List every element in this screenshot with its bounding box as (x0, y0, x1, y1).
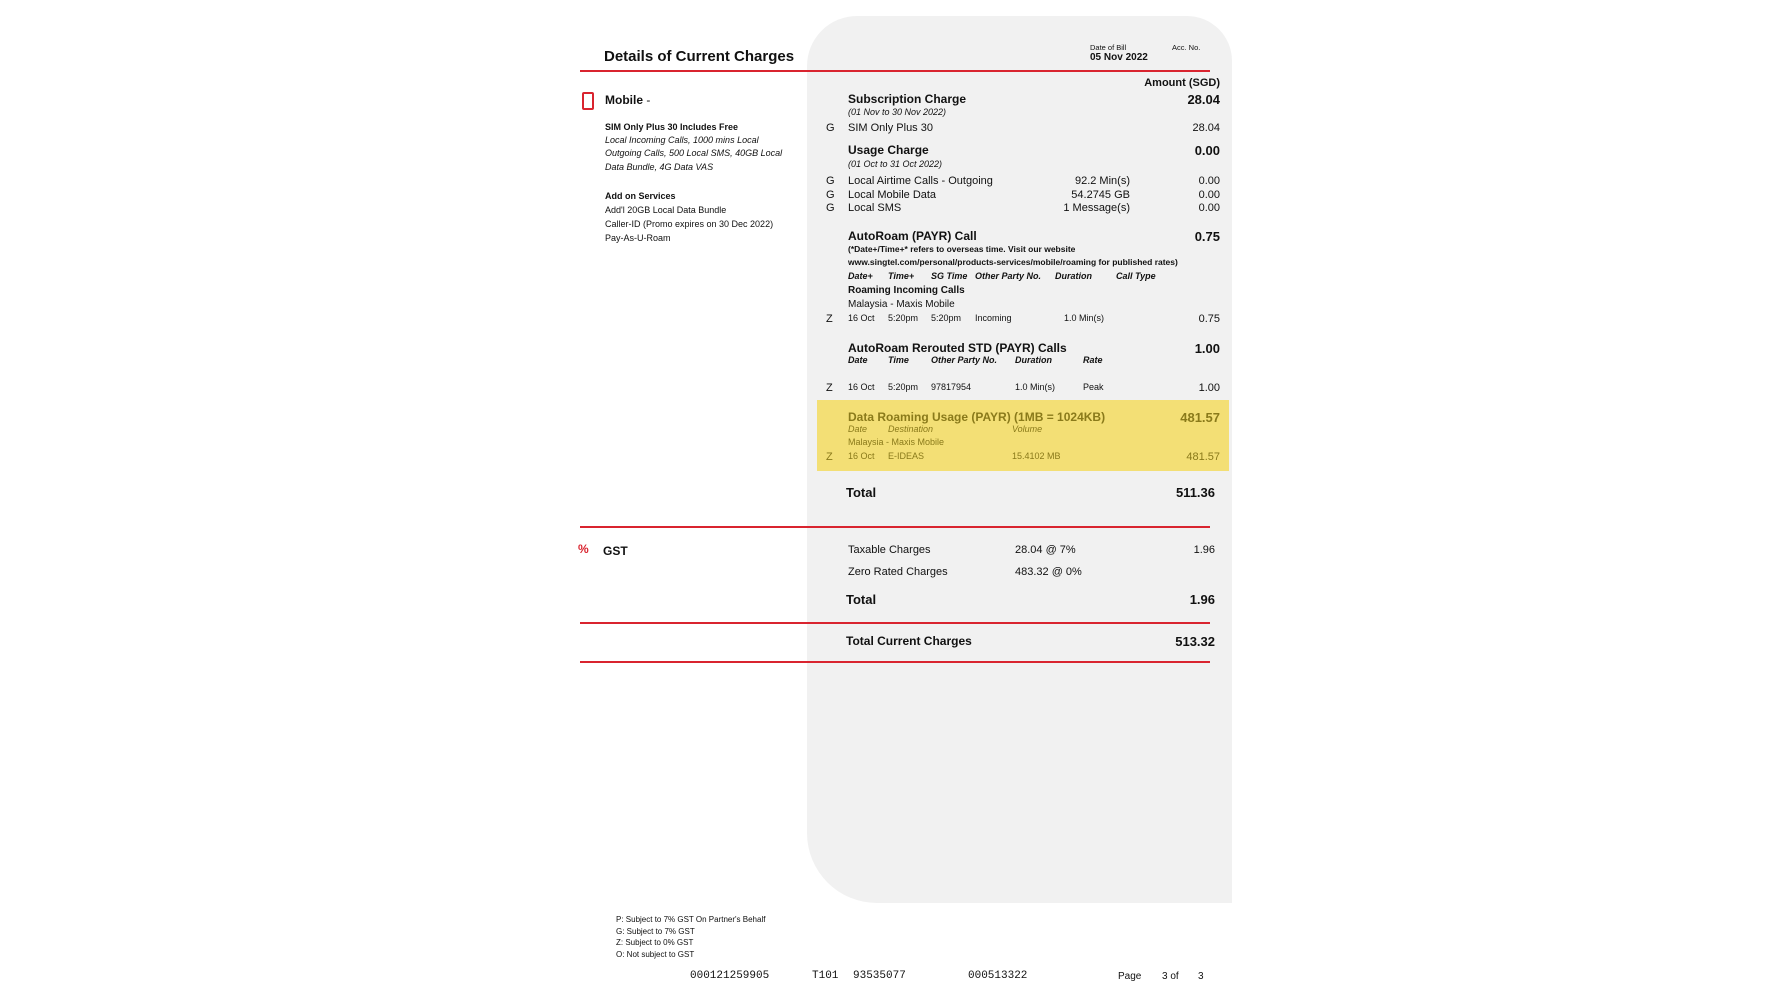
usage-period: (01 Oct to 31 Oct 2022) (848, 159, 943, 169)
subscription-amount: 28.04 (1187, 92, 1220, 107)
col-header: Volume (1012, 424, 1043, 434)
autoroam-call-amount: 0.75 (1194, 229, 1220, 244)
data-date: 16 Oct (848, 451, 875, 461)
std-date: 16 Oct (848, 382, 875, 392)
date-label: Date of Bill (1090, 43, 1127, 52)
usage-row-amount: 0.00 (1198, 202, 1220, 214)
col-header: Other Party No. (931, 355, 998, 365)
legend-item: P: Subject to 7% GST On Partner's Behalf (616, 915, 766, 924)
gst-code: Z (826, 451, 833, 463)
mobile-total-label: Total (846, 485, 877, 500)
gst-code: Z (826, 313, 833, 325)
roaming-network: Malaysia - Maxis Mobile (848, 299, 955, 310)
addon-1: Add'l 20GB Local Data Bundle (605, 205, 727, 215)
col-header: Date (848, 424, 868, 434)
usage-amount: 0.00 (1194, 143, 1220, 158)
roaming-note-2: www.singtel.com/personal/products-services/mobile/roaming for published rates) (848, 257, 1178, 267)
col-header: Rate (1083, 355, 1103, 365)
call-amount: 0.75 (1198, 313, 1220, 325)
data-destination: E-IDEAS (888, 451, 925, 461)
std-rate: Peak (1083, 382, 1104, 392)
std-amount: 1.00 (1198, 382, 1220, 394)
std-time: 5:20pm (888, 382, 919, 392)
col-header: SG Time (931, 271, 968, 281)
usage-row-label: Local Mobile Data (848, 189, 937, 201)
divider (580, 622, 1210, 624)
data-roaming-network: Malaysia - Maxis Mobile (848, 437, 945, 447)
gst-row-label: Zero Rated Charges (848, 566, 948, 578)
plan-desc-3: Data Bundle, 4G Data VAS (605, 162, 714, 172)
data-roaming-amount: 481.57 (1180, 410, 1220, 425)
divider (580, 526, 1210, 528)
col-header: Destination (888, 424, 934, 434)
footer-code: 93535077 (853, 970, 906, 982)
call-sg-time: 5:20pm (931, 313, 962, 323)
page-total: 3 (1198, 971, 1204, 982)
call-time: 5:20pm (888, 313, 919, 323)
gst-code: G (826, 202, 835, 214)
gst-section-label: GST (603, 544, 628, 558)
subscription-line-label: SIM Only Plus 30 (848, 122, 933, 134)
gst-code: Z (826, 382, 833, 394)
legend-item: Z: Subject to 0% GST (616, 938, 694, 947)
gst-row-amount: 1.96 (1193, 544, 1215, 556)
percent-icon: % (578, 542, 589, 556)
usage-row-qty: 1 Message(s) (1063, 202, 1130, 214)
divider (580, 661, 1210, 663)
data-volume: 15.4102 MB (1012, 451, 1061, 461)
gst-total-label: Total (846, 592, 877, 607)
gst-legend (616, 914, 765, 960)
addon-2: Caller-ID (Promo expires on 30 Dec 2022) (605, 219, 774, 229)
col-header: Time (888, 355, 909, 365)
mobile-phone-icon (582, 92, 594, 110)
col-header: Date+ (848, 271, 873, 281)
usage-row-amount: 0.00 (1198, 189, 1220, 201)
gst-row-basis: 28.04 @ 7% (1015, 544, 1076, 556)
col-header: Call Type (1116, 271, 1156, 281)
col-header: Time+ (888, 271, 915, 281)
plan-title: SIM Only Plus 30 Includes Free (605, 122, 739, 132)
data-roaming-title: Data Roaming Usage (PAYR) (1MB = 1024KB) (848, 410, 1106, 424)
usage-row-label: Local SMS (848, 202, 902, 214)
col-header: Duration (1015, 355, 1052, 365)
call-date: 16 Oct (848, 313, 875, 323)
roaming-incoming-title: Roaming Incoming Calls (848, 285, 965, 296)
autoroam-call-title: AutoRoam (PAYR) Call (848, 229, 977, 243)
gst-code: G (826, 122, 835, 134)
std-party: 97817954 (931, 382, 972, 392)
gst-row-label: Taxable Charges (848, 544, 931, 556)
plan-desc-2: Outgoing Calls, 500 Local SMS, 40GB Local (605, 148, 783, 158)
mobile-section-label: Mobile - (605, 93, 651, 107)
usage-title: Usage Charge (848, 143, 929, 157)
col-header: Other Party No. (975, 271, 1042, 281)
roaming-note-1: (*Date+/Time+* refers to overseas time. Visit our website (848, 244, 1076, 254)
date-value: 05 Nov 2022 (1090, 52, 1148, 63)
amount-header: Amount (SGD) (1144, 77, 1220, 89)
gst-total-amount: 1.96 (1189, 592, 1215, 607)
footer-code: T101 (812, 970, 839, 982)
footer-code: 000513322 (968, 970, 1028, 982)
grand-total-label: Total Current Charges (846, 634, 972, 648)
usage-row-qty: 92.2 Min(s) (1074, 175, 1130, 187)
gst-code: G (826, 189, 835, 201)
col-header: Duration (1055, 271, 1092, 281)
usage-row-amount: 0.00 (1198, 175, 1220, 187)
grand-total-amount: 513.32 (1175, 634, 1215, 649)
page-label: Page (1118, 971, 1142, 982)
std-duration: 1.0 Min(s) (1015, 382, 1056, 392)
gst-row-basis: 483.32 @ 0% (1015, 566, 1082, 578)
page-title: Details of Current Charges (604, 48, 795, 65)
addons-title: Add on Services (605, 191, 676, 201)
subscription-period: (01 Nov to 30 Nov 2022) (848, 107, 947, 117)
divider (580, 70, 1210, 72)
data-amount: 481.57 (1186, 451, 1220, 463)
call-duration: 1.0 Min(s) (1064, 313, 1105, 323)
account-label: Acc. No. (1172, 43, 1201, 52)
subscription-title: Subscription Charge (848, 92, 967, 106)
autoroam-std-title: AutoRoam Rerouted STD (PAYR) Calls (848, 341, 1067, 355)
call-type: Incoming (975, 313, 1012, 323)
gst-code: G (826, 175, 835, 187)
addon-3: Pay-As-U-Roam (605, 233, 671, 243)
col-header: Date (848, 355, 868, 365)
legend-item: G: Subject to 7% GST (616, 926, 695, 936)
autoroam-std-amount: 1.00 (1194, 341, 1220, 356)
page-of: 3 of (1162, 971, 1179, 982)
mobile-total-amount: 511.36 (1175, 485, 1215, 500)
plan-desc-1: Local Incoming Calls, 1000 mins Local (605, 135, 759, 145)
legend-item: O: Not subject to GST (616, 949, 695, 959)
footer-code: 000121259905 (690, 970, 770, 982)
usage-row-qty: 54.2745 GB (1071, 189, 1130, 201)
subscription-line-amount: 28.04 (1192, 122, 1220, 134)
usage-row-label: Local Airtime Calls - Outgoing (848, 175, 993, 187)
